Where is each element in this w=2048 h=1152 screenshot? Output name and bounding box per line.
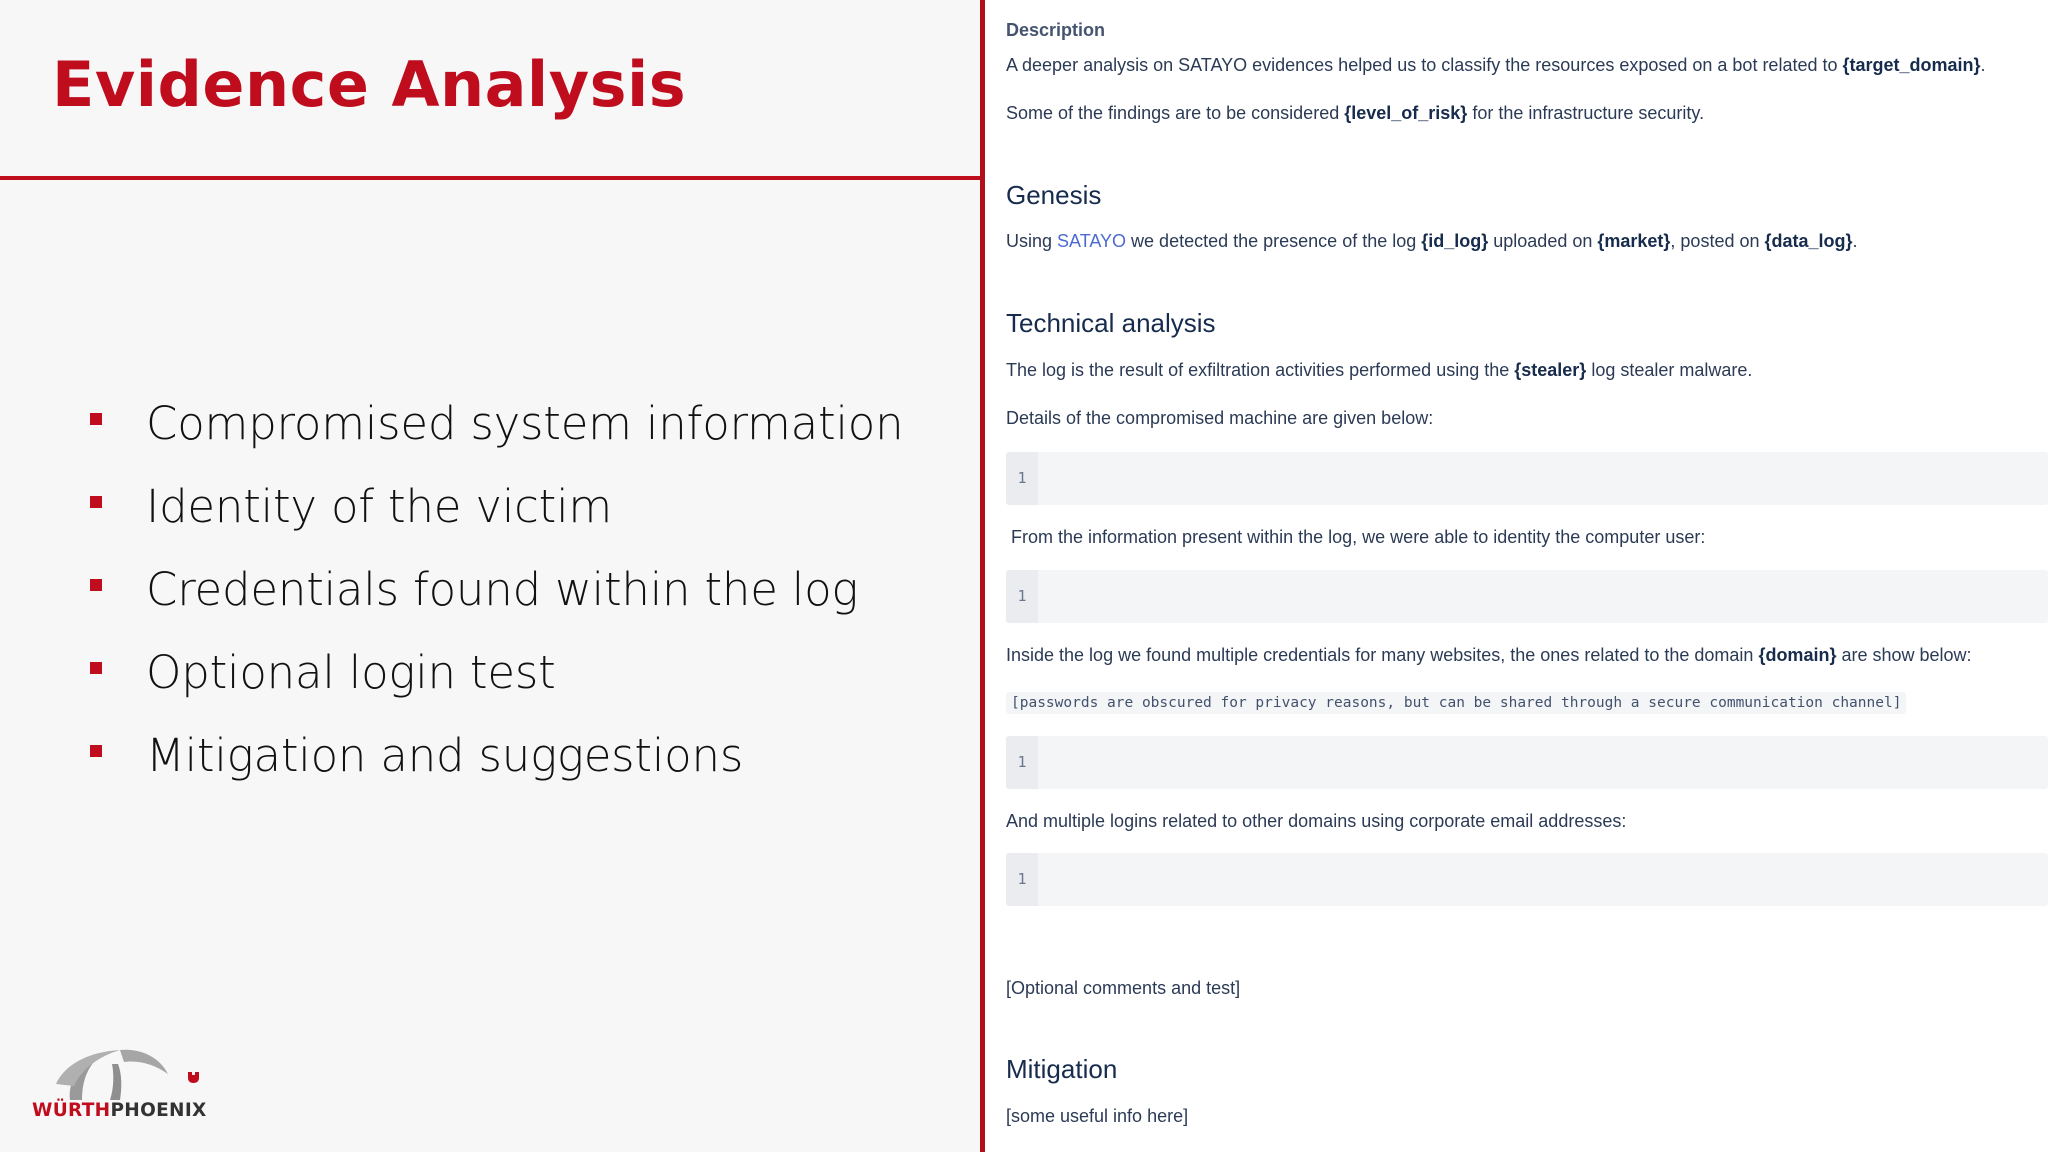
slide-title: Evidence Analysis	[52, 48, 687, 121]
square-bullet-icon	[90, 745, 102, 757]
code-block-machine-details[interactable]	[1006, 452, 2048, 505]
document-panel	[985, 0, 2048, 1152]
code-block-computer-user[interactable]	[1006, 570, 2048, 623]
technical-paragraph-3: From the information present within the log, we were able to identity the computer user:	[1011, 527, 1706, 547]
line-number: 1	[1006, 853, 1038, 906]
mitigation-heading: Mitigation	[1006, 1054, 1118, 1084]
line-number: 1	[1006, 736, 1038, 789]
slide-panel	[0, 0, 982, 1152]
line-number: 1	[1006, 570, 1038, 623]
technical-paragraph-1: The log is the result of exfiltration activities performed using the {stealer} log stealer malware.	[1006, 360, 1753, 380]
logo-wordmark: WÜRTHPHOENIX	[32, 1100, 207, 1121]
company-logo	[30, 1044, 220, 1122]
bullet-item: Optional login test	[90, 631, 903, 714]
bullet-item: Credentials found within the log	[90, 548, 903, 631]
code-block-corporate-logins[interactable]	[1006, 853, 2048, 906]
satayo-link[interactable]: SATAYO	[1057, 231, 1127, 251]
genesis-heading: Genesis	[1006, 180, 1102, 210]
description-paragraph-2: Some of the findings are to be considered {level_of_risk} for the infrastructure security.	[1006, 103, 1705, 123]
square-bullet-icon	[90, 496, 102, 508]
title-rule	[0, 176, 982, 180]
square-bullet-icon	[90, 413, 102, 425]
genesis-paragraph: Using SATAYO we detected the presence of the log {id_log} uploaded on {market}, posted on {data_log}.	[1006, 231, 1858, 251]
line-number: 1	[1006, 452, 1038, 505]
code-block-credentials[interactable]	[1006, 736, 2048, 789]
bullet-item: Compromised system information	[90, 382, 903, 465]
inline-code-passwords-note: [passwords are obscured for privacy reasons, but can be shared through a secure communication channel]	[1006, 692, 1906, 714]
bullet-list	[90, 382, 903, 797]
technical-paragraph-4: Inside the log we found multiple credentials for many websites, the ones related to the domain {domain} are show below:	[1006, 645, 1972, 665]
description-paragraph-1: A deeper analysis on SATAYO evidences helped us to classify the resources exposed on a bot related to {target_domain}.	[1006, 55, 1986, 75]
optional-comments: [Optional comments and test]	[1006, 978, 1241, 998]
mitigation-paragraph: [some useful info here]	[1006, 1106, 1189, 1126]
bullet-item: Identity of the victim	[90, 465, 903, 548]
technical-analysis-heading: Technical analysis	[1006, 308, 1216, 338]
square-bullet-icon	[90, 579, 102, 591]
bullet-item: Mitigation and suggestions	[90, 714, 903, 797]
description-label: Description	[1006, 20, 1106, 40]
square-bullet-icon	[90, 662, 102, 674]
palm-logo-icon	[30, 1044, 220, 1104]
technical-paragraph-2: Details of the compromised machine are given below:	[1006, 408, 1434, 428]
technical-paragraph-5: And multiple logins related to other domains using corporate email addresses:	[1006, 811, 1627, 831]
